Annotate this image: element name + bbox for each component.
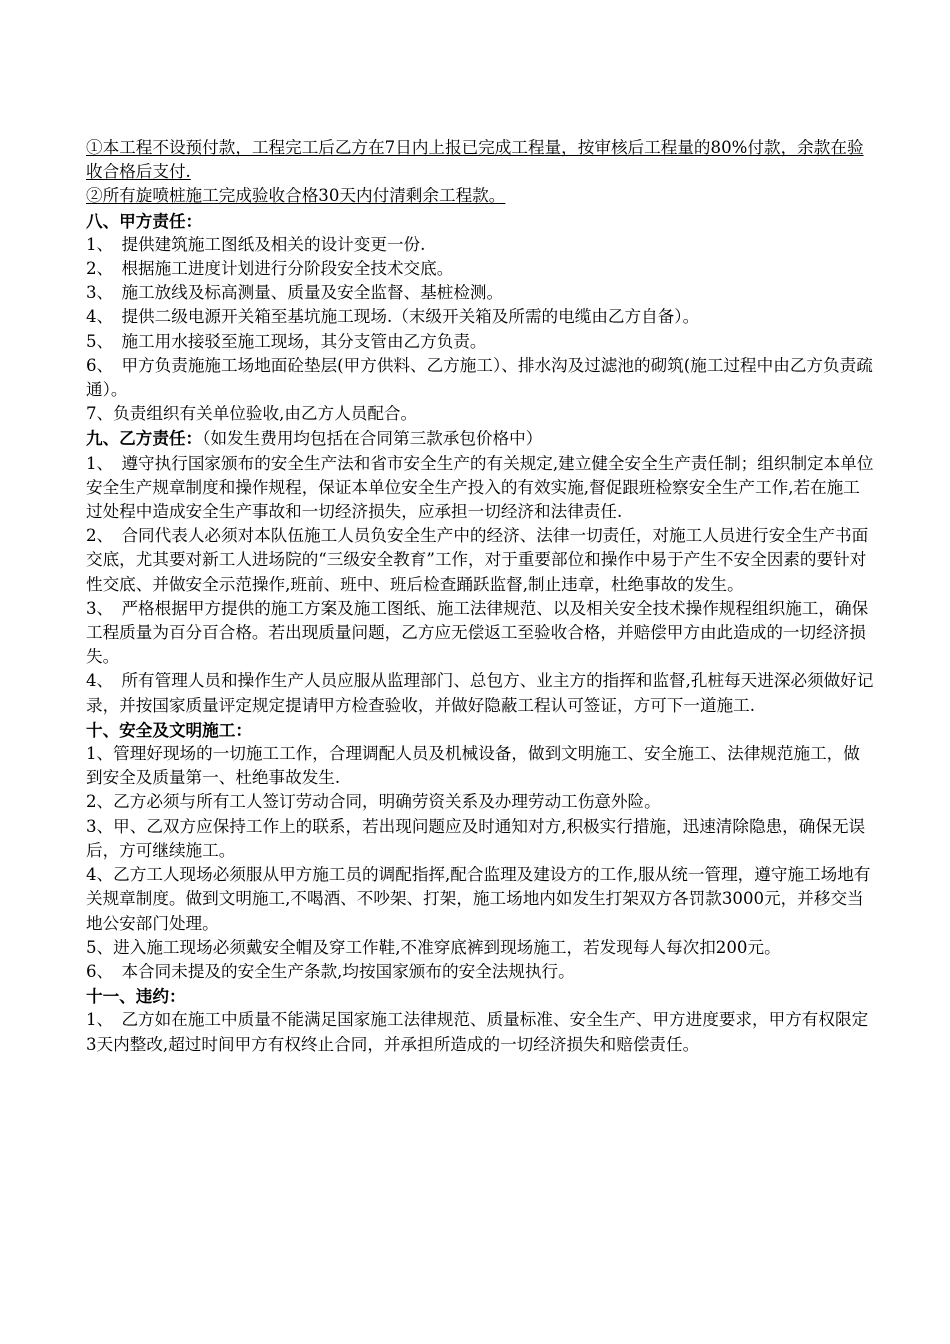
section-9-heading: 九、乙方责任：: [86, 428, 203, 449]
section-8-item-1: 1、 提供建筑施工图纸及相关的设计变更一份.: [86, 234, 426, 254]
payment-clause-2: ②所有旋喷桩施工完成验收合格30天内付清剩余工程款。: [86, 186, 506, 206]
section-10-item-5: 5、进入施工现场必须戴安全帽及穿工作鞋,不准穿底裤到现场施工，若发现每人每次扣200元。: [86, 937, 781, 957]
section-11-heading: 十一、违约：: [86, 986, 186, 1007]
contract-page: [86, 136, 876, 1057]
section-8-item-3: 3、 施工放线及标高测量、质量及安全监督、基桩检测。: [86, 283, 504, 303]
section-10-item-6: 6、 本合同未提及的安全生产条款,均按国家颁布的安全法规执行。: [86, 961, 575, 981]
section-8-item-4: 4、 提供二级电源开关箱至基坑施工现场.（末级开关箱及所需的电缆由乙方自备）。: [86, 307, 700, 327]
section-10-item-4: 4、乙方工人现场必须服从甲方施工员的调配指挥,配合监理及建设方的工作,服从统一管理，遵守施工场地有关规章制度。做到文明施工,不喝酒、不吵架、打架，施工场地内如发生打架双方各罚款3000元，并移交当地公安部门处理。: [86, 865, 871, 933]
section-8-item-5: 5、 施工用水接驳至施工现场，其分支管由乙方负责。: [86, 331, 487, 351]
section-10-item-3: 3、甲、乙双方应保持工作上的联系，若出现问题应及时通知对方,积极实行措施，迅速清除隐患，确保无误后，方可继续施工。: [86, 816, 866, 860]
section-9-item-2: 2、 合同代表人必须对本队伍施工人员负安全生产中的经济、法律一切责任，对施工人员进行安全生产书面交底，尤其要对新工人进场院的“三级安全教育”工作，对于重要部位和操作中易于产生不安全因素的要针对性交底、并做安全示范操作,班前、班中、班后检查踊跃监督,制止违章，杜绝事故的发生。: [86, 526, 869, 594]
section-9-item-3: 3、 严格根据甲方提供的施工方案及施工图纸、施工法律规范、以及相关安全技术操作规程组织施工，确保工程质量为百分百合格。若出现质量问题，乙方应无偿返工至验收合格，并赔偿甲方由此造成的一切经济损失。: [86, 598, 869, 667]
section-11-item-1: 1、 乙方如在施工中质量不能满足国家施工法律规范、质量标准、安全生产、甲方进度要求，甲方有权限定3天内整改,超过时间甲方有权终止合同，并承担所造成的一切经济损失和赔偿责任。: [86, 1010, 869, 1054]
section-10-heading: 十、安全及文明施工：: [86, 719, 252, 740]
section-10-item-1: 1、管理好现场的一切施工工作，合理调配人员及机械设备，做到文明施工、安全施工、法律规范施工，做到安全及质量第一、杜绝事故发生.: [86, 744, 860, 788]
section-9-item-1: 1、 遵守执行国家颁布的安全生产法和省市安全生产的有关规定,建立健全安全生产责任制；组织制定本单位安全生产规章制度和操作规程，保证本单位安全生产投入的有效实施,督促跟班检察安全生产工作,若在施工过处程中造成安全生产事故和一切经济损失，应承担一切经济和法律责任.: [86, 453, 874, 522]
section-9-heading-line: [86, 426, 876, 451]
section-8-heading: 八、甲方责任：: [86, 210, 203, 231]
payment-clause-1: ①本工程不设预付款，工程完工后乙方在7日内上报已完成工程量，按审核后工程量的80%付款，余款在验收合格后支付.: [86, 138, 864, 182]
section-8-item-6: 6、 甲方负责施施工场地面砼垫层(甲方供料、乙方施工）、排水沟及过滤池的砌筑(施工过程中由乙方负责疏通）。: [86, 355, 873, 400]
section-8-item-2: 2、 根据施工进度计划进行分阶段安全技术交底。: [86, 259, 454, 279]
section-9-item-4: 4、 所有管理人员和操作生产人员应服从监理部门、总包方、业主方的指挥和监督,孔桩每天进深必须做好记录，并按国家质量评定规定提请甲方检查验收，并做好隐蔽工程认可签证，方可下一道施工.: [86, 671, 874, 715]
section-10-item-2: 2、乙方必须与所有工人签订劳动合同，明确劳资关系及办理劳动工伤意外险。: [86, 792, 661, 812]
section-8-item-7: 7、负责组织有关单位验收,由乙方人员配合。: [86, 404, 418, 424]
section-9-note: （如发生费用均包括在合同第三款承包价格中）: [202, 429, 543, 449]
